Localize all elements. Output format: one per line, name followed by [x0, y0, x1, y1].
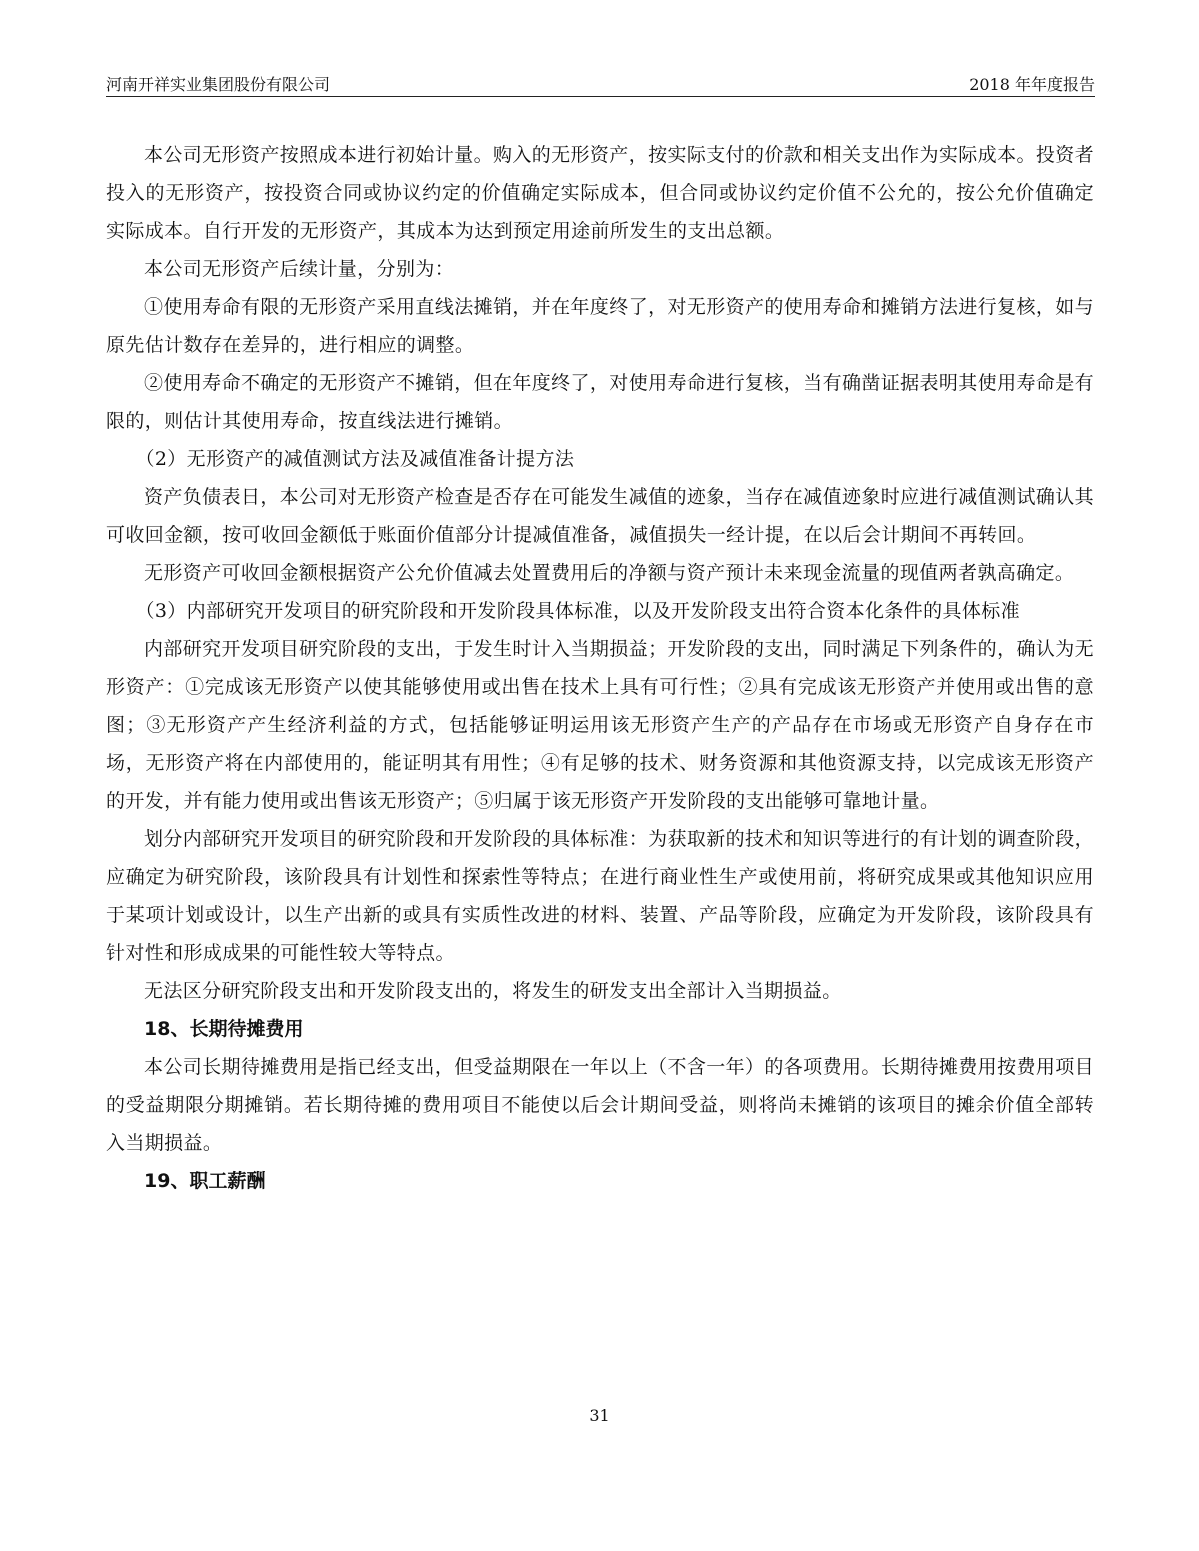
subheading-rd-standards: （3）内部研究开发项目的研究阶段和开发阶段具体标准，以及开发阶段支出符合资本化条件的具体标准 [135, 600, 1021, 622]
page-number: 31 [589, 1406, 610, 1425]
subheading-impairment-method: （2）无形资产的减值测试方法及减值准备计提方法 [135, 448, 575, 470]
paragraph-indefinite-life: ②使用寿命不确定的无形资产不摊销，但在年度终了，对使用寿命进行复核，当有确凿证据表明其使用寿命是有限的，则估计其使用寿命，按直线法进行摊销。 [106, 372, 1094, 432]
paragraph-impairment-test: 资产负债表日，本公司对无形资产检查是否存在可能发生减值的迹象，当存在减值迹象时应进行减值测试确认其可收回金额，按可收回金额低于账面价值部分计提减值准备，减值损失一经计提，在以后会计期间不再转回。 [106, 486, 1094, 546]
paragraph-long-term-prepaid: 本公司长期待摊费用是指已经支出，但受益期限在一年以上（不含一年）的各项费用。长期待摊费用按费用项目的受益期限分期摊销。若长期待摊的费用项目不能使以后会计期间受益，则将尚未摊销的该项目的摊余价值全部转入当期损益。 [106, 1056, 1094, 1154]
header-report-title: 2018 年年度报告 [969, 75, 1095, 94]
paragraph-initial-measurement: 本公司无形资产按照成本进行初始计量。购入的无形资产，按实际支付的价款和相关支出作为实际成本。投资者投入的无形资产，按投资合同或协议约定的价值确定实际成本，但合同或协议约定价值不公允的，按公允价值确定实际成本。自行开发的无形资产，其成本为达到预定用途前所发生的支出总额。 [106, 144, 1094, 242]
page-header [106, 68, 1095, 97]
paragraph-undistinguishable-expenditure: 无法区分研究阶段支出和开发阶段支出的，将发生的研发支出全部计入当期损益。 [144, 980, 842, 1002]
paragraph-subsequent-measurement: 本公司无形资产后续计量，分别为： [144, 258, 455, 280]
paragraph-recoverable-amount: 无形资产可收回金额根据资产公允价值减去处置费用后的净额与资产预计未来现金流量的现值两者孰高确定。 [144, 562, 1075, 584]
header-company-name: 河南开祥实业集团股份有限公司 [106, 75, 331, 94]
paragraph-finite-life: ①使用寿命有限的无形资产采用直线法摊销，并在年度终了，对无形资产的使用寿命和摊销方法进行复核，如与原先估计数存在差异的，进行相应的调整。 [106, 296, 1094, 356]
document-body [106, 136, 1094, 1200]
paragraph-rd-stage-criteria: 划分内部研究开发项目的研究阶段和开发阶段的具体标准：为获取新的技术和知识等进行的有计划的调查阶段，应确定为研究阶段，该阶段具有计划性和探索性等特点；在进行商业性生产或使用前，将研究成果或其他知识应用于某项计划或设计，以生产出新的或具有实质性改进的材料、装置、产品等阶段，应确定为开发阶段，该阶段具有针对性和形成成果的可能性较大等特点。 [106, 828, 1094, 964]
paragraph-rd-expenditure: 内部研究开发项目研究阶段的支出，于发生时计入当期损益；开发阶段的支出，同时满足下列条件的，确认为无形资产：①完成该无形资产以使其能够使用或出售在技术上具有可行性；②具有完成该无形资产并使用或出售的意图；③无形资产产生经济利益的方式，包括能够证明运用该无形资产生产的产品存在市场或无形资产自身存在市场，无形资产将在内部使用的，能证明其有用性；④有足够的技术、财务资源和其他资源支持，以完成该无形资产的开发，并有能力使用或出售该无形资产；⑤归属于该无形资产开发阶段的支出能够可靠地计量。 [106, 638, 1094, 812]
section-heading-long-term-prepaid: 18、长期待摊费用 [144, 1018, 304, 1040]
section-heading-employee-compensation: 19、职工薪酬 [144, 1170, 266, 1192]
